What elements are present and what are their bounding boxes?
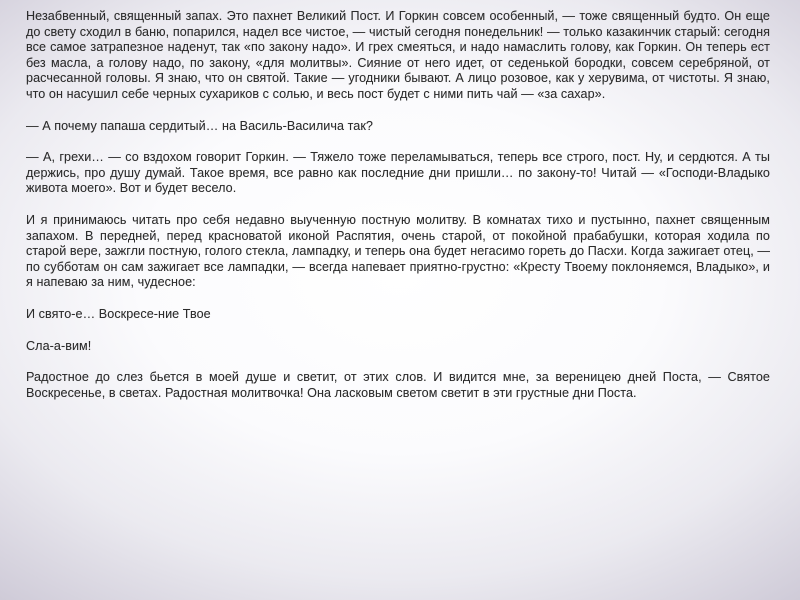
paragraph: — А, грехи… — со вздохом говорит Горкин. — Тяжело тоже переламываться, теперь все строго, пост. Ну, и сердются. А ты держись, про душу думай. Такое время, все равно как последние дни пришли… по закону-то! Читай — «Господи-Владыко живота моего». Вот и будет весело. xyxy=(26,150,770,196)
paragraph: И я принимаюсь читать про себя недавно выученную постную молитву. В комнатах тихо и пустынно, пахнет священным запахом. В передней, перед красноватой иконой Распятия, очень старой, от покойной прабабушки, которая ходила по старой вере, зажгли постную, голого стекла, лампадку, и теперь она будет негасимо гореть до Пасхи. Когда зажигает отец, — по субботам он сам зажигает все лампадки, — всегда напевает приятно-грустно: «Кресту Твоему поклоняемся, Владыко», и я напеваю за ним, чудесное: xyxy=(26,212,770,290)
paragraph: Незабвенный, священный запах. Это пахнет Великий Пост. И Горкин совсем особенный, — тоже священный будто. Он еще до свету сходил в баню, попарился, надел все чистое, — чистый сегодня понедельник! — только казакинчик старый: сегодня все самое затрапезное наденут, так «по закону надо». И грех смеяться, и надо намаслить голову, как Горкин. Он теперь ест без масла, а голову надо, по закону, «для молитвы». Сияние от него идет, от седенькой бородки, совсем серебряной, от расчесанной головы. Я знаю, что он святой. Такие — угодники бывают. А лицо розовое, как у херувима, от чистоты. Я знаю, что он насушил себе черных сухариков с солью, и весь пост будет с ними пить чай — «за сахар». xyxy=(26,9,770,101)
paragraph: И свято-е… Воскресе-ние Твое xyxy=(26,306,211,321)
slide-text xyxy=(26,9,770,417)
paragraph: Сла-а-вим! xyxy=(26,338,92,353)
paragraph: — А почему папаша сердитый… на Василь-Василича так? xyxy=(26,118,373,133)
paragraph: Радостное до слез бьется в моей душе и светит, от этих слов. И видится мне, за вереницею дней Поста, — Святое Воскресенье, в светах. Радостная молитвочка! Она ласковым светом светит в эти грустные дни Поста. xyxy=(26,370,770,400)
